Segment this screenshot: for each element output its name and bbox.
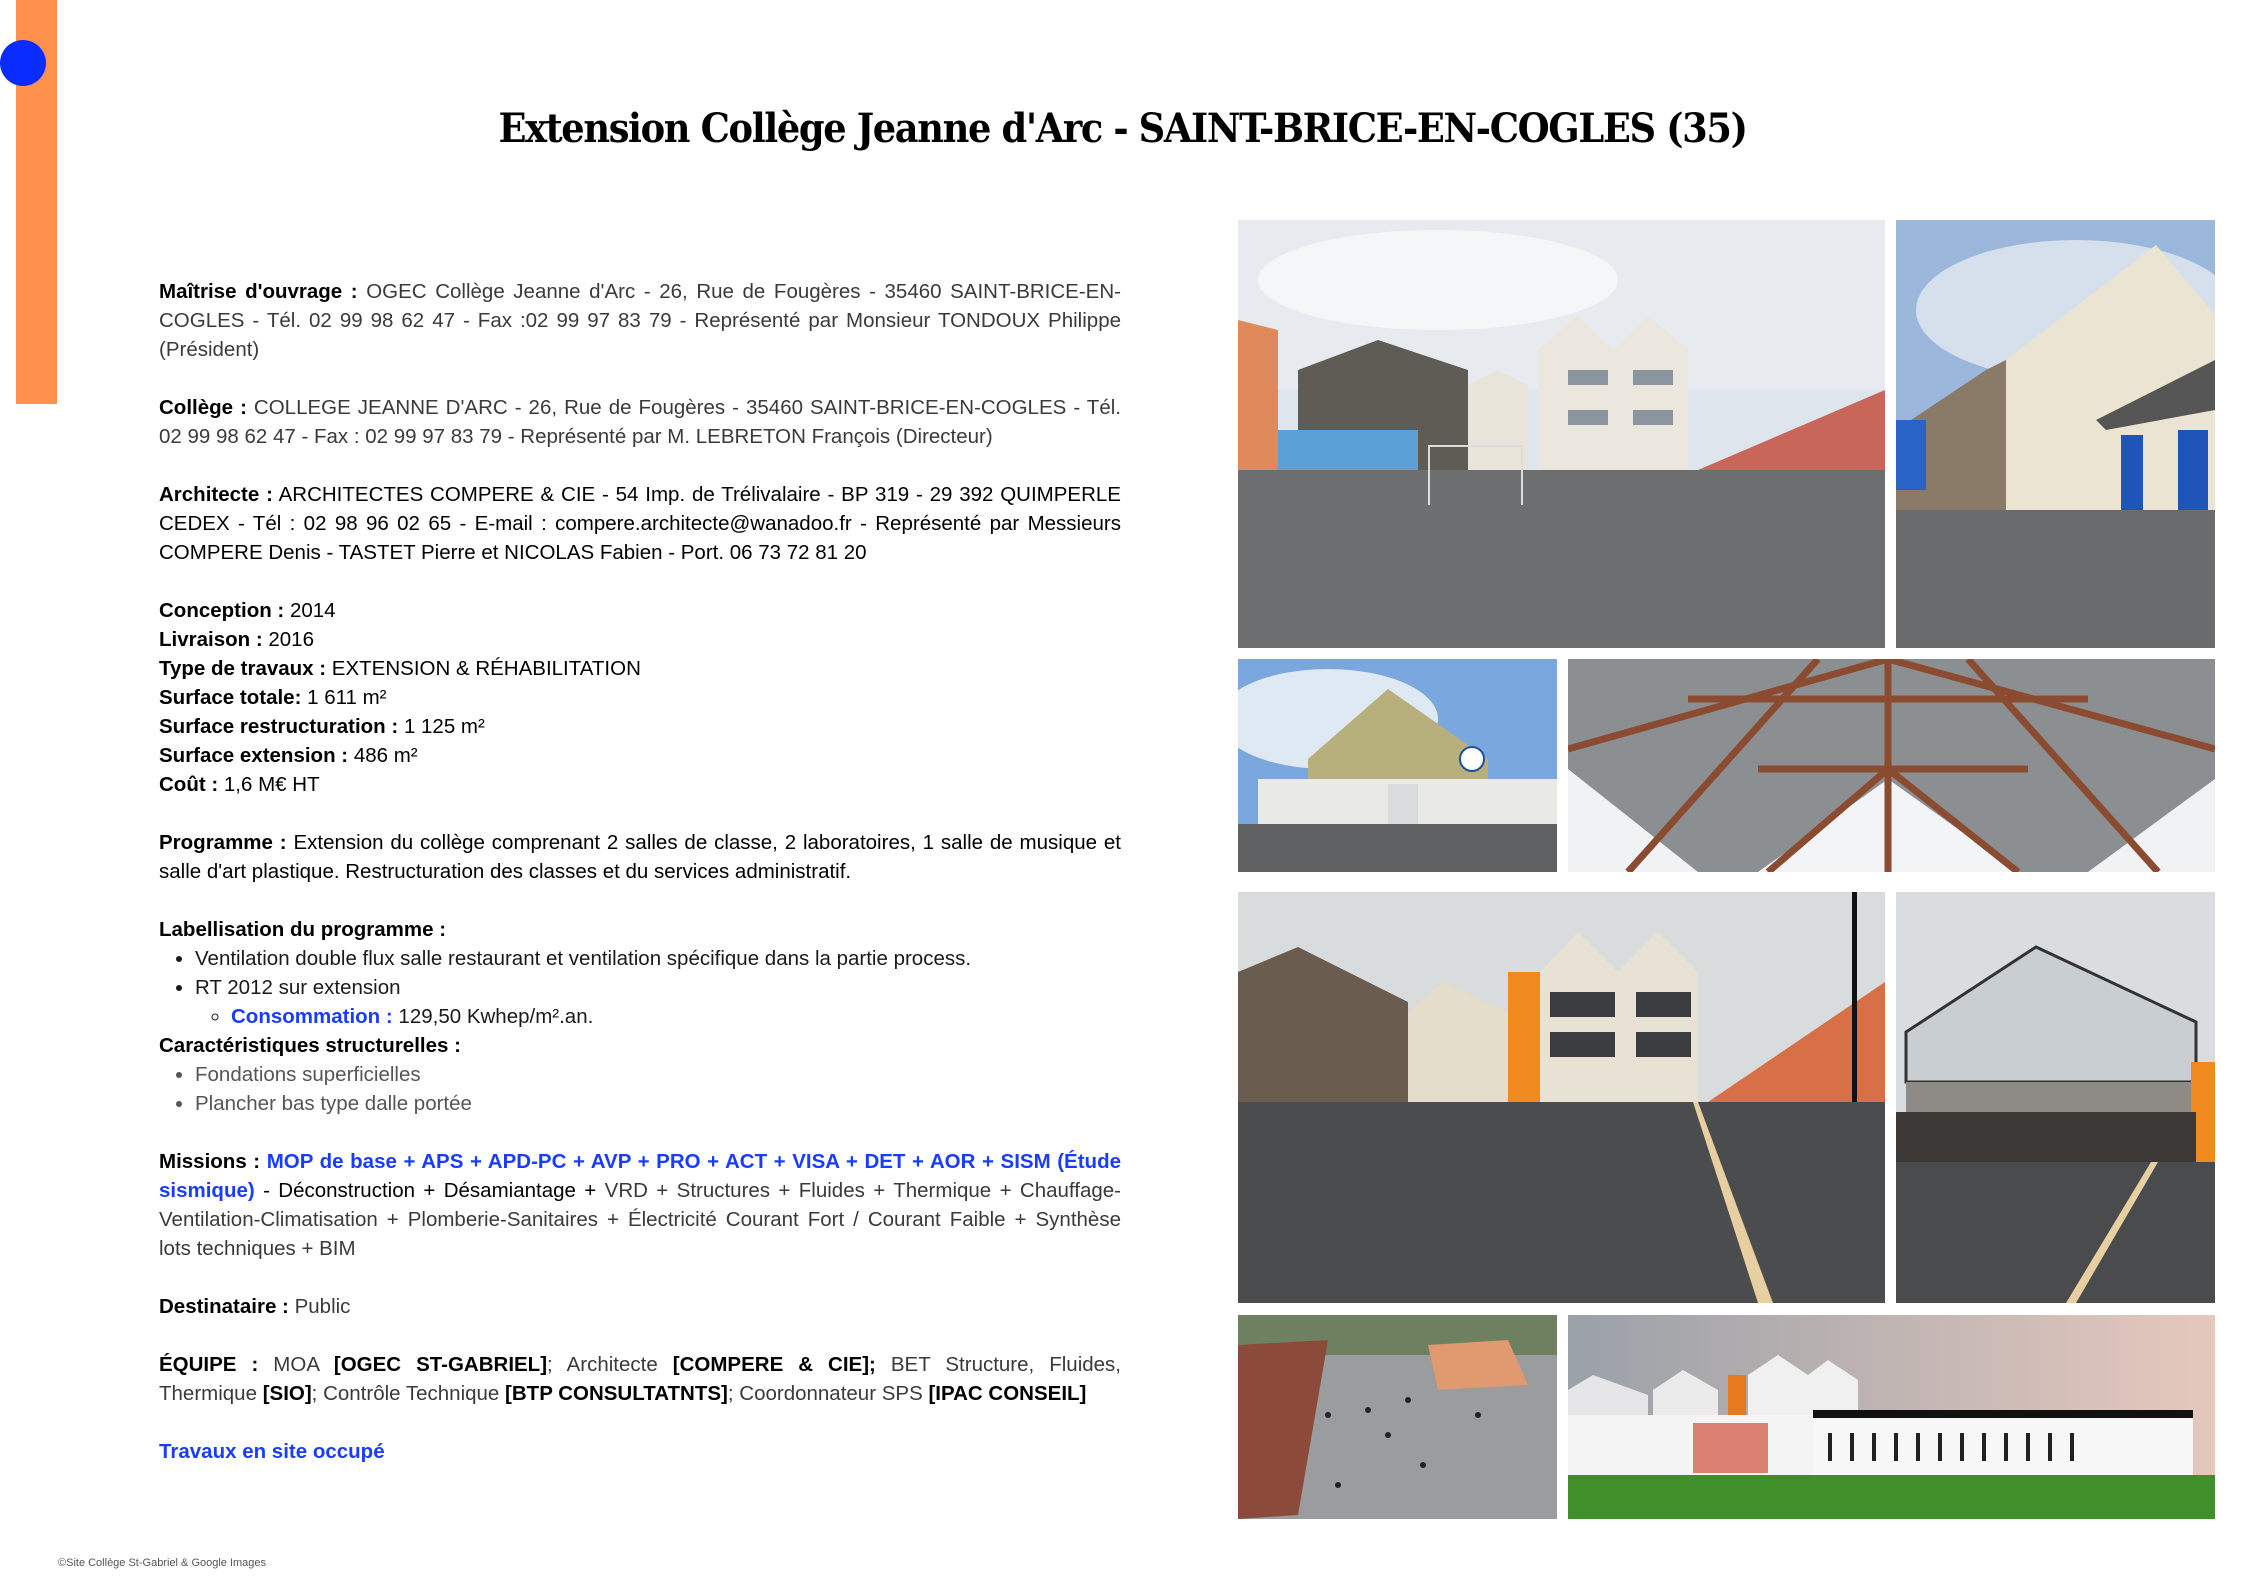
structure-item: • Plancher bas type dalle portée (195, 1089, 1121, 1118)
travaux-site-occupe: Travaux en site occupé (159, 1440, 385, 1463)
photo-courtyard-before (1238, 220, 1885, 648)
equipe: ÉQUIPE : MOA [OGEC ST-GABRIEL]; Architecte [COMPERE & CIE]; BET Structure, Fluides, Thermique [SIO]; Contrôle Technique [BTP CONSULTATNTS]; Coordonnateur SPS [IPAC CONSEIL] (159, 1353, 1122, 1405)
photo-roof-timber-frame (1568, 659, 2215, 872)
fact-conception: Conception : 2014 (159, 599, 336, 622)
page-title: Extension Collège Jeanne d'Arc - SAINT-BRICE-EN-COGLES (35) (498, 105, 1747, 152)
photo-courtyard-after (1238, 892, 1885, 1303)
blue-accent-dot (0, 40, 46, 86)
photo-gym-basketball (1238, 659, 1557, 872)
fact-cout: Coût : 1,6 M€ HT (159, 773, 320, 796)
photo-extension-render (1568, 1315, 2215, 1519)
architecte-info: Architecte : ARCHITECTES COMPERE & CIE - 54 Imp. de Trélivalaire - BP 319 - 29 392 QUIMPERLE CEDEX - Tél : 02 98 96 02 65 - E-mail : compere.architecte@wanadoo.fr - Représenté par Messieurs COMPERE Denis - TASTET Pierre et NICOLAS Fabien - Port. 06 73 72 81 20 (159, 483, 1121, 564)
project-details (159, 277, 1121, 1466)
destinataire: Destinataire : Public (159, 1295, 351, 1318)
labellisation: Labellisation du programme : • Ventilation double flux salle restaurant et ventilation spécifique dans la partie process. • RT 2012 sur extension ◦ Consommation : 129,50 Kwhep/m².an. (159, 915, 1121, 1031)
photo-covered-playground-crowd (1896, 892, 2215, 1303)
photo-gable-facade (1896, 220, 2215, 648)
fact-surface-extension: Surface extension : 486 m² (159, 744, 418, 767)
structure-item: • Fondations superficielles (195, 1060, 1121, 1089)
label-item: • Ventilation double flux salle restaurant et ventilation spécifique dans la partie process. (195, 944, 1121, 973)
fact-surface-restructuration: Surface restructuration : 1 125 m² (159, 715, 485, 738)
missions: Missions : MOP de base + APS + APD-PC + AVP + PRO + ACT + VISA + DET + AOR + SISM (Étude sismique) - Déconstruction + Désamiantage + VRD + Structures + Fluides + Thermique + Chauffage-Ventilation-Climatisation + Plomberie-Sanitaires + Électricité Courant Fort / Courant Faible + Synthèse lots techniques + BIM (159, 1150, 1121, 1260)
label-item: • RT 2012 sur extension ◦ Consommation : 129,50 Kwhep/m².an. (195, 973, 1121, 1031)
fact-type-travaux: Type de travaux : EXTENSION & RÉHABILITATION (159, 657, 641, 680)
consommation-item: ◦ Consommation : 129,50 Kwhep/m².an. (231, 1002, 1121, 1031)
maitrise-ouvrage: Maîtrise d'ouvrage : OGEC Collège Jeanne d'Arc - 26, Rue de Fougères - 35460 SAINT-BRICE-EN-COGLES - Tél. 02 99 98 62 47 - Fax :02 99 97 83 79 - Représenté par Monsieur TONDOUX Philippe (Président) (159, 280, 1121, 361)
fact-livraison: Livraison : 2016 (159, 628, 314, 651)
key-facts (159, 596, 1121, 799)
photo-aerial-playground-football (1238, 1315, 1557, 1519)
structural-characteristics: Caractéristiques structurelles : • Fondations superficielles • Plancher bas type dalle portée (159, 1031, 1121, 1118)
college-info: Collège : COLLEGE JEANNE D'ARC - 26, Rue de Fougères - 35460 SAINT-BRICE-EN-COGLES - Tél. 02 99 98 62 47 - Fax : 02 99 97 83 79 - Représenté par M. LEBRETON François (Directeur) (159, 396, 1121, 448)
fact-surface-totale: Surface totale: 1 611 m² (159, 686, 387, 709)
image-credits: ©Site Collège St-Gabriel & Google Images (58, 1557, 267, 1569)
programme: Programme : Extension du collège comprenant 2 salles de classe, 2 laboratoires, 1 salle de musique et salle d'art plastique. Restructuration des classes et du services administratif. (159, 831, 1121, 883)
